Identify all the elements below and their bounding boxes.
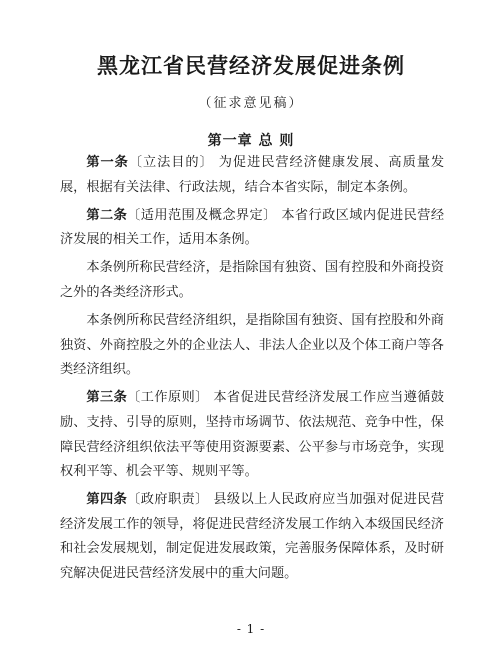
article-2-paragraph-3 bbox=[60, 309, 444, 383]
article-3 bbox=[60, 386, 444, 484]
article-text: 本省促进民营经济发展工作应当遵循鼓励、支持、引导的原则，坚持市场调节、依法规范、竞争中性，保障民营经济组织依法平等使用资源要素、公平参与市场竞争，实现权利平等、机会平等、规则平等。 bbox=[60, 390, 445, 480]
paragraph-text: 本条例所称民营经济组织，是指除国有独资、国有控股和外商独资、外商控股之外的企业法人、非法人企业以及个体工商户等各类经济组织。 bbox=[60, 313, 444, 378]
article-tag: 〔适用范围及概念界定〕 bbox=[127, 207, 277, 223]
article-tag: 〔立法目的〕 bbox=[128, 155, 214, 170]
article-text: 为促进民营经济健康发展、高质量发展，根据有关法律、行政法规，结合本省实际，制定本条例。 bbox=[60, 155, 445, 195]
chapter-title: 第一章 总 则 bbox=[207, 133, 295, 149]
article-number: 第四条 bbox=[86, 492, 128, 508]
page-number: - 1 - bbox=[236, 622, 266, 636]
article-number: 第一条 bbox=[86, 155, 129, 170]
document-body bbox=[60, 151, 444, 590]
article-4 bbox=[60, 488, 444, 586]
article-2-paragraph-2 bbox=[60, 256, 444, 305]
article-tag: 〔工作原则〕 bbox=[127, 390, 209, 406]
article-tag: 〔政府职责〕 bbox=[127, 492, 209, 508]
paragraph-text: 本条例所称民营经济，是指除国有独资、国有控股和外商投资之外的各类经济形式。 bbox=[60, 260, 444, 300]
article-number: 第二条 bbox=[86, 207, 128, 223]
article-number: 第三条 bbox=[86, 390, 128, 406]
article-2 bbox=[60, 204, 444, 253]
document-title: 黑龙江省民营经济发展促进条例 bbox=[97, 53, 405, 78]
document-subtitle: （征求意见稿） bbox=[198, 96, 304, 111]
article-1 bbox=[60, 151, 444, 200]
article-text: 县级以上人民政府应当加强对促进民营经济发展工作的领导，将促进民营经济发展工作纳入本级国民经济和社会发展规划，制定促进发展政策，完善服务保障体系，及时研究解决促进民营经济发展中的重大问题。 bbox=[60, 492, 445, 581]
article-text: 本省行政区域内促进民营经济发展的相关工作，适用本条例。 bbox=[60, 207, 445, 248]
